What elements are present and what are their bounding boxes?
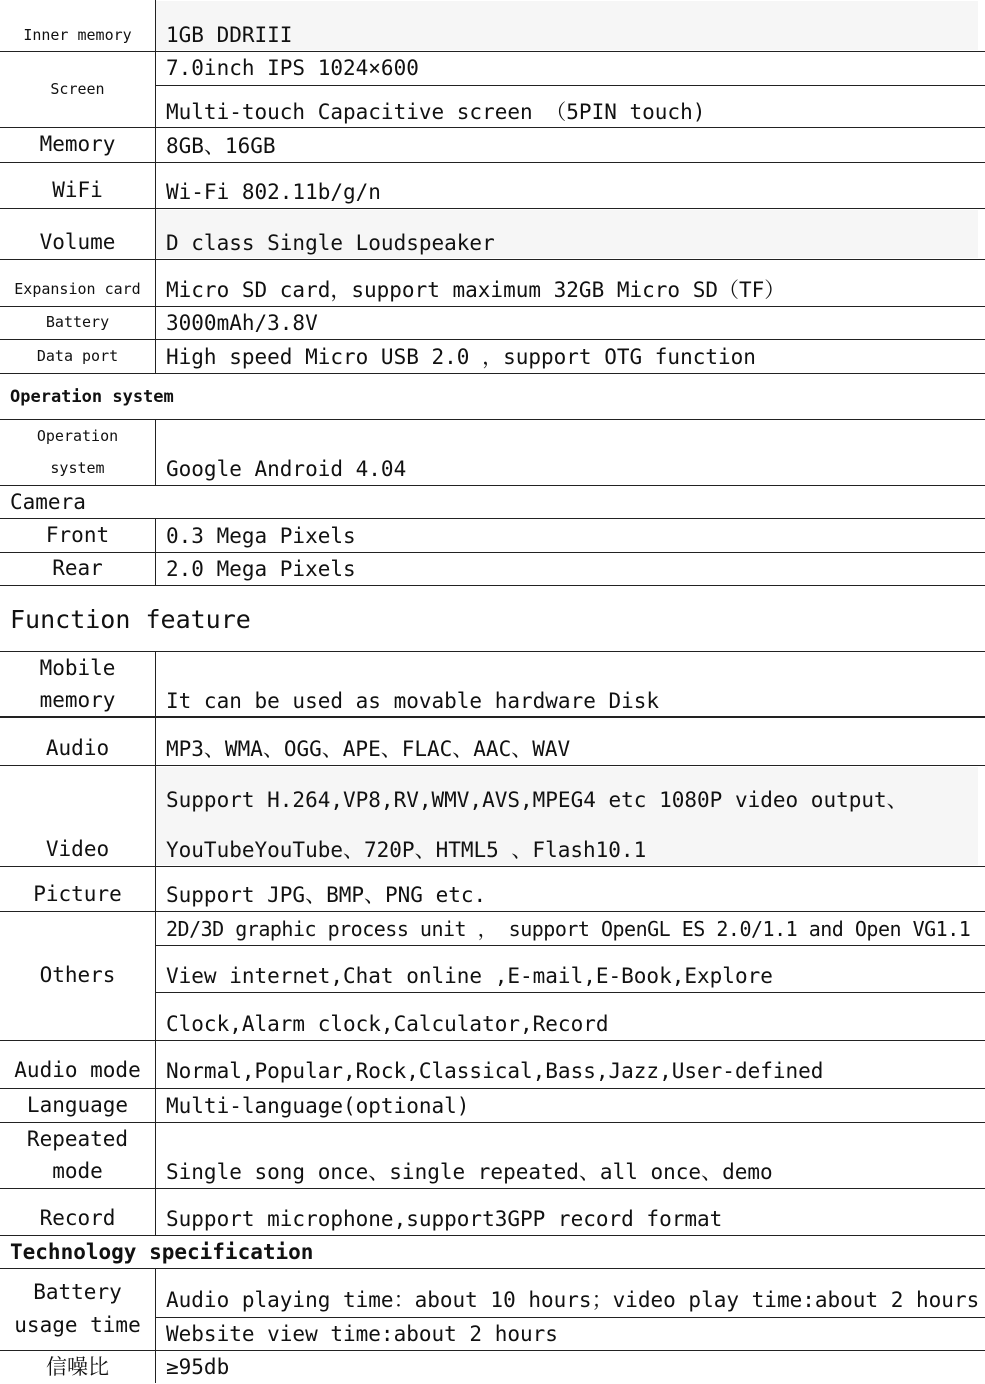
row-divider [0,765,985,766]
value-screen-touch: Multi-touch Capacitive screen （5PIN touch) [166,100,706,124]
label-audio: Audio [45,736,110,760]
row-divider [0,208,985,209]
label-expansion-card: Expansion card [14,280,141,298]
label-front-camera: Front [45,523,110,547]
label-battery: Battery [45,313,110,331]
value-picture: Support JPG、BMP、PNG etc. [166,883,487,907]
value-rear-camera: 2.0 Mega Pixels [166,557,356,581]
label-snr: 信噪比 [46,1355,109,1379]
row-divider [156,992,985,993]
value-os: Google Android 4.04 [166,457,407,481]
value-mobile-memory: It can be used as movable hardware Disk [166,689,660,713]
label-data-port: Data port [36,347,119,365]
value-video-formats: Support H.264,VP8,RV,WMV,AVS,MPEG4 etc 1080P video output、 [166,788,908,812]
row-divider [0,485,985,486]
value-record: Support microphone,support3GPP record format [166,1207,723,1231]
row-divider [0,1040,985,1041]
row-divider [156,85,985,86]
value-snr: ≥95db [166,1355,230,1379]
label-volume: Volume [39,230,116,254]
column-divider [155,419,156,485]
value-data-port: High speed Micro USB 2.0 ，support OTG function [166,345,756,369]
row-divider [0,1235,985,1236]
label-audio-mode: Audio mode [14,1058,141,1082]
label-mobile-memory-line2: memory [39,688,116,712]
label-memory: Memory [39,132,116,156]
label-repeated-mode-line2: mode [52,1159,103,1183]
row-divider [0,162,985,163]
label-battery-usage-line2: usage time [14,1313,141,1337]
label-repeated-mode-line1: Repeated [26,1127,129,1151]
value-wifi: Wi-Fi 802.11b/g/n [166,180,381,204]
label-os-line1: Operation [36,427,119,445]
row-divider [0,585,985,586]
label-inner-memory: Inner memory [23,26,132,44]
label-battery-usage-line1: Battery [33,1280,122,1304]
value-front-camera: 0.3 Mega Pixels [166,524,356,548]
column-divider [155,651,156,1235]
label-os-line2: system [50,459,105,477]
row-divider [0,259,985,260]
value-language: Multi-language(optional) [166,1094,470,1118]
value-battery-audio-video: Audio playing time：about 10 hours；video play time:about 2 hours [166,1288,980,1312]
value-video-streaming: YouTubeYouTube、720P、HTML5 、Flash10.1 [166,838,647,862]
section-technology-specification: Technology specification [10,1240,314,1264]
column-divider [155,1268,156,1383]
label-others: Others [39,963,116,987]
row-divider [156,1317,985,1318]
label-language: Language [26,1093,129,1117]
value-repeated-mode: Single song once、single repeated、all once、demo [166,1160,773,1184]
row-divider [156,945,985,946]
value-inner-memory: 1GB DDRIII [166,23,293,47]
value-audio-mode: Normal,Popular,Rock,Classical,Bass,Jazz,User-defined [166,1059,824,1083]
section-camera: Camera [10,490,86,514]
value-expansion-card: Micro SD card，support maximum 32GB Micro SD（TF） [166,278,786,302]
label-mobile-memory-line1: Mobile [39,656,116,680]
row-divider [0,866,985,867]
column-divider [155,518,156,585]
column-divider [155,0,156,373]
value-memory: 8GB、16GB [166,134,276,158]
value-battery: 3000mAh/3.8V [166,311,318,335]
value-others-tools: Clock,Alarm clock,Calculator,Record [166,1012,609,1036]
value-others-graphics: 2D/3D graphic process unit ， support OpenGL ES 2.0/1.1 and Open VG1.1 [166,917,971,941]
value-volume: D class Single Loudspeaker [166,231,495,255]
value-battery-website: Website view time:about 2 hours [166,1322,558,1346]
value-screen-size: 7.0inch IPS 1024×600 [166,56,419,80]
label-rear-camera: Rear [52,556,103,580]
row-divider [0,1268,985,1269]
value-audio: MP3、WMA、OGG、APE、FLAC、AAC、WAV [166,737,571,761]
label-wifi: WiFi [52,178,103,202]
row-divider [0,911,985,912]
value-others-internet: View internet,Chat online ,E-mail,E-Book,Explore [166,964,773,988]
label-picture: Picture [33,882,122,906]
section-function-feature: Function feature [10,605,251,634]
section-operation-system: Operation system [10,387,174,407]
label-video: Video [45,837,110,861]
label-record: Record [39,1206,116,1230]
row-divider [0,1188,985,1189]
label-screen: Screen [50,80,105,98]
row-divider [0,373,985,374]
